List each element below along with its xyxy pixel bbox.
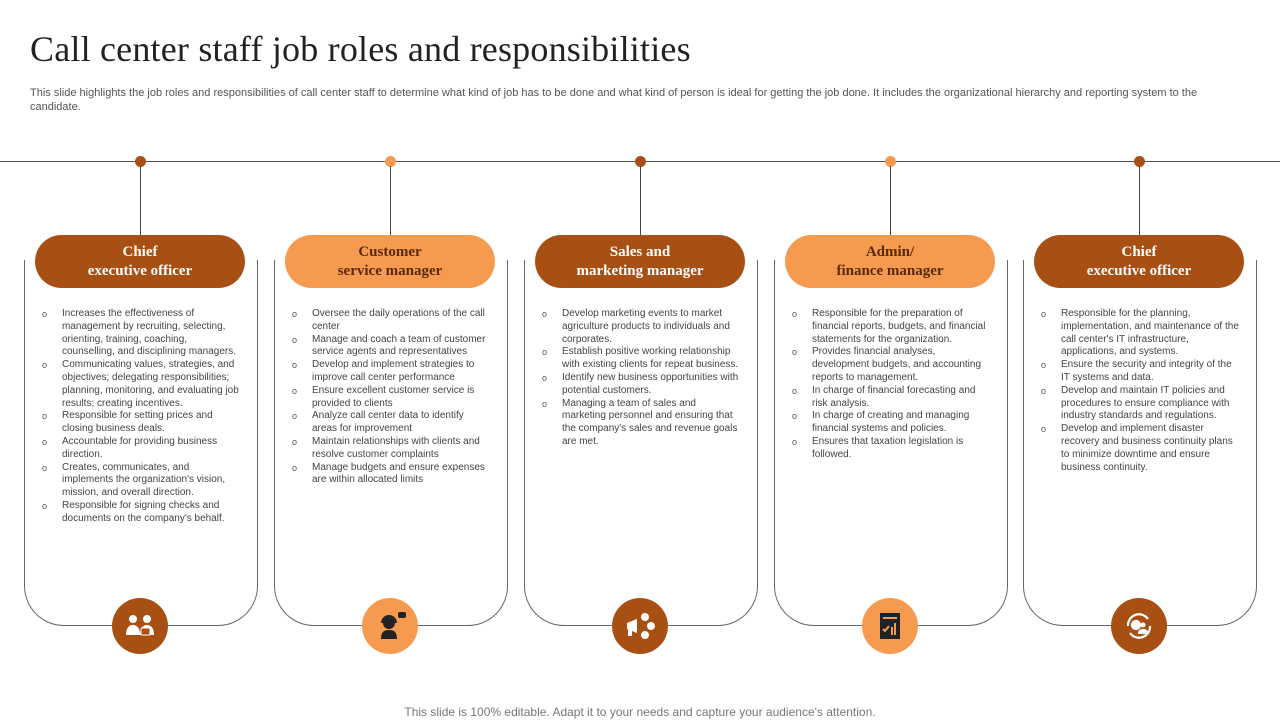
role-column-4 xyxy=(774,0,1008,720)
responsibility-item: o Ensure excellent customer service is provided to clients xyxy=(292,385,490,411)
role-column-1 xyxy=(24,0,258,720)
responsibility-list xyxy=(792,308,990,462)
role-column-2 xyxy=(274,0,508,720)
connector-line xyxy=(640,166,641,236)
responsibility-item: o Analyze call center data to identify areas for improvement xyxy=(292,410,490,436)
responsibility-item: o Identify new business opportunities with potential customers. xyxy=(542,372,740,398)
responsibility-item: o Increases the effectiveness of management by recruiting, selecting, orienting, training, coaching, counselling, and disciplining managers. xyxy=(42,308,240,359)
business-people-icon xyxy=(112,598,168,654)
responsibility-item: o Provides financial analyses, development budgets, and accounting reports to management. xyxy=(792,346,990,384)
role-header xyxy=(785,235,995,288)
role-column-3 xyxy=(524,0,758,720)
role-header xyxy=(35,235,245,288)
financial-report-icon xyxy=(862,598,918,654)
marketing-megaphone-icon xyxy=(612,598,668,654)
responsibility-item: o In charge of financial forecasting and risk analysis. xyxy=(792,385,990,411)
responsibility-item: o Responsible for the planning, implementation, and maintenance of the call center's IT infrastructure, applications, and systems. xyxy=(1041,308,1239,359)
responsibility-item: o Maintain relationships with clients and resolve customer complaints xyxy=(292,436,490,462)
responsibility-item: o Responsible for the preparation of financial reports, budgets, and financial statements for the organization. xyxy=(792,308,990,346)
connector-line xyxy=(890,166,891,236)
responsibility-item: o Develop and maintain IT policies and procedures to ensure compliance with industry standards and regulations. xyxy=(1041,385,1239,423)
responsibility-item: o Responsible for setting prices and closing business deals. xyxy=(42,410,240,436)
responsibility-item: o Accountable for providing business direction. xyxy=(42,436,240,462)
responsibility-item: o Oversee the daily operations of the call center xyxy=(292,308,490,334)
responsibility-item: o Responsible for signing checks and documents on the company's behalf. xyxy=(42,500,240,526)
headset-agent-icon xyxy=(362,598,418,654)
responsibility-item: o Establish positive working relationship with existing clients for repeat business. xyxy=(542,346,740,372)
role-header xyxy=(1034,235,1244,288)
responsibility-list xyxy=(542,308,740,449)
footer-note: This slide is 100% editable. Adapt it to your needs and capture your audience's attention. xyxy=(404,705,876,719)
role-title: Chief executive officer xyxy=(87,243,193,279)
responsibility-item: o Communicating values, strategies, and objectives; delegating responsibilities; planning, monitoring, and evaluating job results; creating incentives. xyxy=(42,359,240,410)
responsibility-list xyxy=(292,308,490,487)
role-title: Sales and marketing manager xyxy=(576,243,704,279)
connector-line xyxy=(1139,166,1140,236)
role-header xyxy=(535,235,745,288)
page-title: Call center staff job roles and responsibilities xyxy=(30,29,691,69)
responsibility-item: o Manage and coach a team of customer service agents and representatives xyxy=(292,334,490,360)
responsibility-list xyxy=(1041,308,1239,474)
gear-person-cycle-icon xyxy=(1111,598,1167,654)
page-subtitle: This slide highlights the job roles and responsibilities of call center staff to determine what kind of job has to be done and what kind of person is ideal for getting the job done. It includes the organizational hierarchy and reporting system to the candidate. xyxy=(30,87,1198,113)
role-title: Admin/ finance manager xyxy=(836,243,944,279)
responsibility-item: o Develop and implement disaster recovery and business continuity plans to minimize downtime and ensure business continuity. xyxy=(1041,423,1239,474)
connector-line xyxy=(390,166,391,236)
responsibility-item: o Managing a team of sales and marketing personnel and ensuring that the company's sales and revenue goals are met. xyxy=(542,398,740,449)
responsibility-item: o Develop marketing events to market agriculture products to individuals and corporates. xyxy=(542,308,740,346)
responsibility-item: o Manage budgets and ensure expenses are within allocated limits xyxy=(292,462,490,488)
responsibility-item: o Develop and implement strategies to improve call center performance xyxy=(292,359,490,385)
role-title: Chief executive officer xyxy=(1086,243,1192,279)
role-header xyxy=(285,235,495,288)
role-title: Customer service manager xyxy=(337,243,443,279)
responsibility-item: o In charge of creating and managing financial systems and policies. xyxy=(792,410,990,436)
role-column-5 xyxy=(1023,0,1257,720)
responsibility-item: o Creates, communicates, and implements the organization's vision, mission, and overall direction. xyxy=(42,462,240,500)
responsibility-item: o Ensure the security and integrity of the IT systems and data. xyxy=(1041,359,1239,385)
responsibility-item: o Ensures that taxation legislation is followed. xyxy=(792,436,990,462)
responsibility-list xyxy=(42,308,240,526)
connector-line xyxy=(140,166,141,236)
